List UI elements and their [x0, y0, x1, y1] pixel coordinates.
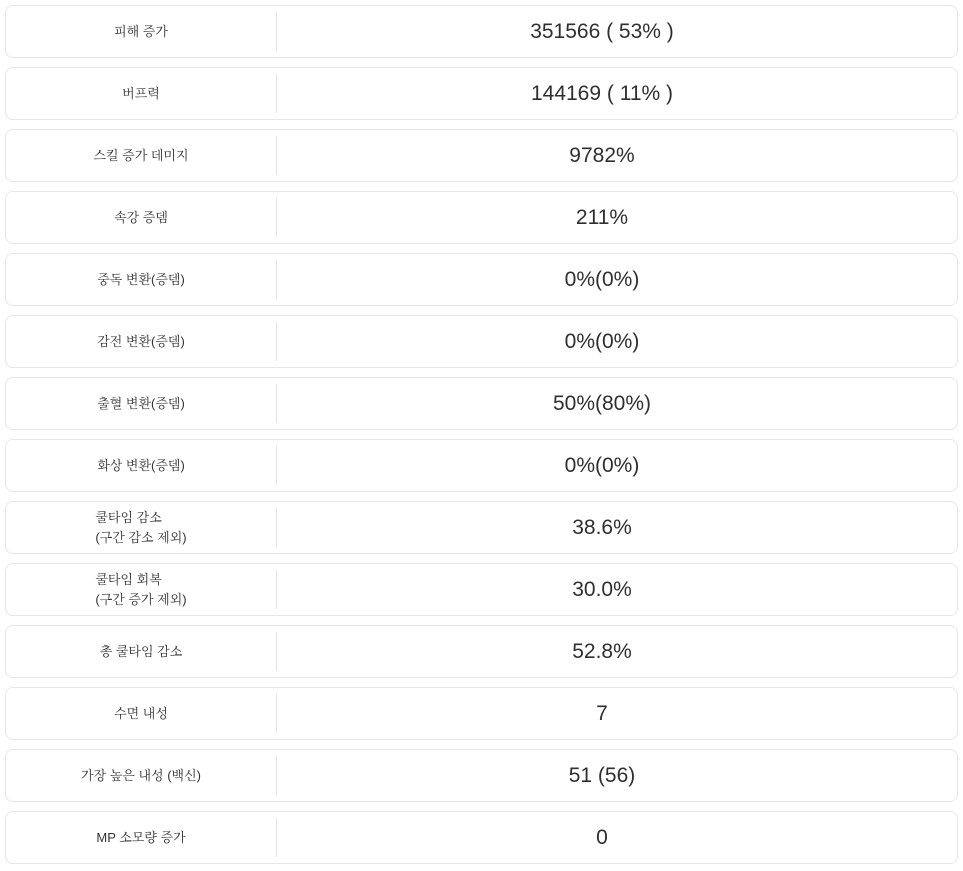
- stat-value: 50%(80%): [552, 391, 652, 415]
- stat-label: [114, 704, 168, 724]
- stat-label-cell: [6, 812, 276, 863]
- stat-row: [5, 811, 958, 864]
- stat-label: [95, 570, 186, 609]
- stat-label: [97, 394, 185, 414]
- stat-value: 0%(0%): [564, 329, 640, 353]
- stat-label-cell: [6, 254, 276, 305]
- stat-row: [5, 5, 958, 58]
- stat-value: 0%(0%): [564, 267, 640, 291]
- stat-label-cell: [6, 6, 276, 57]
- stat-value: 51 (56): [568, 763, 636, 787]
- stat-label: [81, 766, 201, 786]
- stat-label-line: 쿨타임 감소: [95, 510, 162, 525]
- stat-label: [114, 22, 168, 42]
- stat-label-line: (구간 감소 제외): [95, 529, 187, 545]
- stat-label-cell: [6, 68, 276, 119]
- stat-row: [5, 129, 958, 182]
- stat-label-line: 중독 변환(증뎀): [97, 271, 185, 287]
- stat-label-cell: [6, 688, 276, 739]
- stat-label-cell: [6, 378, 276, 429]
- stat-label-line: 화상 변환(증뎀): [97, 457, 185, 473]
- stat-label: [95, 508, 186, 547]
- stat-row: [5, 749, 958, 802]
- stat-value: 0: [596, 825, 608, 849]
- stat-label-cell: [6, 440, 276, 491]
- stat-row: [5, 563, 958, 616]
- stat-label: [122, 84, 160, 104]
- stat-label-cell: [6, 192, 276, 243]
- stat-row: [5, 253, 958, 306]
- stat-value: 30.0%: [572, 577, 632, 601]
- stat-label: [96, 828, 185, 848]
- stat-value: 211%: [575, 205, 629, 229]
- stat-label-line: 피해 증가: [114, 23, 168, 39]
- stat-value: 38.6%: [572, 515, 632, 539]
- stat-row: [5, 191, 958, 244]
- stat-row: [5, 439, 958, 492]
- stat-label-line: 수면 내성: [114, 705, 168, 721]
- stat-label: [93, 146, 188, 166]
- stat-label-line: (구간 증가 제외): [95, 591, 187, 607]
- stat-row: [5, 687, 958, 740]
- stat-label-cell: [6, 750, 276, 801]
- stat-label-line: 스킬 증가 데미지: [93, 147, 189, 163]
- stat-label: [97, 270, 185, 290]
- stat-label-cell: [6, 626, 276, 677]
- stat-value: 351566 ( 53% ): [530, 19, 674, 43]
- stat-label-line: 버프력: [122, 85, 160, 101]
- stat-value: 7: [596, 701, 608, 725]
- stat-row: [5, 315, 958, 368]
- stat-label-cell: [6, 502, 276, 553]
- stat-label-line: 감전 변환(증뎀): [97, 333, 185, 349]
- stat-label-cell: [6, 316, 276, 367]
- stat-label-line: 출혈 변환(증뎀): [97, 395, 185, 411]
- stat-row: [5, 377, 958, 430]
- stat-label-line: 속강 증뎀: [114, 209, 168, 225]
- stat-label: [114, 208, 168, 228]
- stat-value: 0%(0%): [564, 453, 640, 477]
- stat-label: [97, 332, 185, 352]
- stat-row: [5, 625, 958, 678]
- stat-label-cell: [6, 564, 276, 615]
- stat-label: [97, 456, 185, 476]
- stat-label-line: 쿨타임 회복: [95, 572, 162, 587]
- stat-value: 52.8%: [572, 639, 632, 663]
- stat-label-line: 가장 높은 내성 (백신): [81, 767, 201, 783]
- stat-row: [5, 67, 958, 120]
- stat-label-cell: [6, 130, 276, 181]
- stat-label: [100, 642, 183, 662]
- stat-label-line: MP 소모량 증가: [96, 829, 186, 845]
- stat-label-line: 총 쿨타임 감소: [99, 643, 183, 659]
- stat-value: 144169 ( 11% ): [530, 81, 674, 105]
- stat-value: 9782%: [569, 143, 635, 167]
- stat-row: [5, 501, 958, 554]
